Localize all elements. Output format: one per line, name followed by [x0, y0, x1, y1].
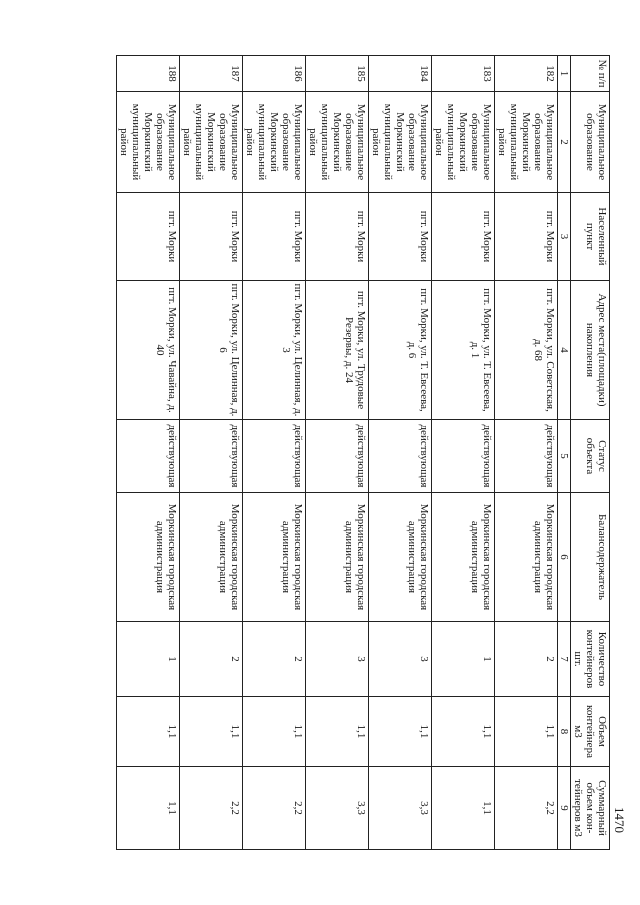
municipality-cell: Муниципальное образование Моркинский муниципальный район [180, 92, 243, 193]
holder-cell: Моркинская городская администрация [117, 493, 180, 622]
row-number-cell: 187 [180, 56, 243, 92]
total-volume-cell: 2,2 [495, 767, 558, 850]
column-number: 7 [558, 622, 571, 697]
address-cell: пгт. Морки, ул. Т. Евсеева, д. 1 [432, 281, 495, 420]
container-count-cell: 2 [180, 622, 243, 697]
table-row [495, 56, 558, 850]
column-number: 5 [558, 420, 571, 493]
total-volume-cell: 2,2 [180, 767, 243, 850]
holder-cell: Моркинская городская администрация [180, 493, 243, 622]
municipality-cell: Муниципальное образование Моркинский муниципальный район [432, 92, 495, 193]
column-number-row [558, 56, 571, 850]
page-number: 1470 [612, 807, 627, 833]
row-number-cell: 182 [495, 56, 558, 92]
row-number-cell: 183 [432, 56, 495, 92]
address-cell: пгт. Морки, ул. Чавайна, д. 40 [117, 281, 180, 420]
container-volume-cell: 1,1 [432, 697, 495, 767]
column-number: 6 [558, 493, 571, 622]
header-cell: Суммарный объем кон-тейнеров м3 [571, 767, 610, 850]
settlement-cell: пгт. Морки [369, 193, 432, 281]
container-count-cell: 1 [117, 622, 180, 697]
status-cell: действующая [117, 420, 180, 493]
table-row [369, 56, 432, 850]
header-cell: Балансодержатель [571, 493, 610, 622]
address-cell: пгт. Морки, ул. Т. Евсеева, д. 6 [369, 281, 432, 420]
address-cell: пгт. Морки, ул. Трудовые Резервы, д. 24 [306, 281, 369, 420]
address-cell: пгт. Морки, ул. Советская, д. 68 [495, 281, 558, 420]
municipality-cell: Муниципальное образование Моркинский муниципальный район [243, 92, 306, 193]
settlement-cell: пгт. Морки [495, 193, 558, 281]
status-cell: действующая [432, 420, 495, 493]
holder-cell: Моркинская городская администрация [495, 493, 558, 622]
container-volume-cell: 1,1 [243, 697, 306, 767]
header-cell: Количество контейнеров шт. [571, 622, 610, 697]
header-cell: Населенный пункт [571, 193, 610, 281]
header-cell: Адрес места(площадки) накопления [571, 281, 610, 420]
status-cell: действующая [243, 420, 306, 493]
total-volume-cell: 1,1 [117, 767, 180, 850]
row-number-cell: 188 [117, 56, 180, 92]
column-number: 9 [558, 767, 571, 850]
settlement-cell: пгт. Морки [306, 193, 369, 281]
header-cell: Объем контейнера м3 [571, 697, 610, 767]
container-volume-cell: 1,1 [369, 697, 432, 767]
holder-cell: Моркинская городская администрация [432, 493, 495, 622]
holder-cell: Моркинская городская администрация [369, 493, 432, 622]
registry-table [116, 55, 610, 850]
status-cell: действующая [495, 420, 558, 493]
status-cell: действующая [306, 420, 369, 493]
table-body [117, 56, 558, 850]
row-number-cell: 184 [369, 56, 432, 92]
address-cell: пгт. Морки, ул. Целинная, д. 3 [243, 281, 306, 420]
settlement-cell: пгт. Морки [432, 193, 495, 281]
container-count-cell: 1 [432, 622, 495, 697]
settlement-cell: пгт. Морки [180, 193, 243, 281]
table-row [306, 56, 369, 850]
header-cell: Муниципальное образование [571, 92, 610, 193]
container-volume-cell: 1,1 [306, 697, 369, 767]
column-number: 3 [558, 193, 571, 281]
row-number-cell: 186 [243, 56, 306, 92]
table-row [180, 56, 243, 850]
column-number: 2 [558, 92, 571, 193]
container-volume-cell: 1,1 [495, 697, 558, 767]
row-number-cell: 185 [306, 56, 369, 92]
table-row [432, 56, 495, 850]
column-number: 4 [558, 281, 571, 420]
municipality-cell: Муниципальное образование Моркинский муниципальный район [495, 92, 558, 193]
total-volume-cell: 3,3 [306, 767, 369, 850]
header-cell: Статус объекта [571, 420, 610, 493]
column-number: 1 [558, 56, 571, 92]
container-count-cell: 3 [306, 622, 369, 697]
total-volume-cell: 1,1 [432, 767, 495, 850]
holder-cell: Моркинская городская администрация [243, 493, 306, 622]
total-volume-cell: 3,3 [369, 767, 432, 850]
table-row [243, 56, 306, 850]
settlement-cell: пгт. Морки [243, 193, 306, 281]
status-cell: действующая [180, 420, 243, 493]
column-number: 8 [558, 697, 571, 767]
header-row [571, 56, 610, 850]
container-count-cell: 2 [243, 622, 306, 697]
container-volume-cell: 1,1 [117, 697, 180, 767]
table-row [117, 56, 180, 850]
total-volume-cell: 2,2 [243, 767, 306, 850]
status-cell: действующая [369, 420, 432, 493]
header-cell: № п/п [571, 56, 610, 92]
municipality-cell: Муниципальное образование Моркинский муниципальный район [306, 92, 369, 193]
settlement-cell: пгт. Морки [117, 193, 180, 281]
municipality-cell: Муниципальное образование Моркинский муниципальный район [117, 92, 180, 193]
municipality-cell: Муниципальное образование Моркинский муниципальный район [369, 92, 432, 193]
address-cell: пгт. Морки, ул. Целинная, д. 6 [180, 281, 243, 420]
container-count-cell: 3 [369, 622, 432, 697]
holder-cell: Моркинская городская администрация [306, 493, 369, 622]
container-count-cell: 2 [495, 622, 558, 697]
container-volume-cell: 1,1 [180, 697, 243, 767]
